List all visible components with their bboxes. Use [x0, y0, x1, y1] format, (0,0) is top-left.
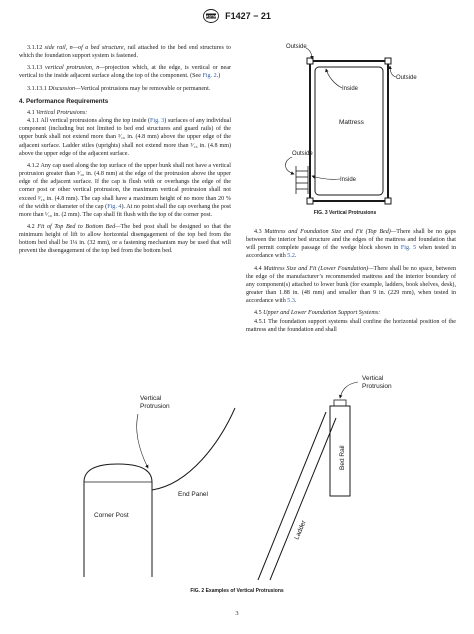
figure-2-diagram: [40, 372, 430, 582]
figure-3-caption: FIG. 3 Vertical Protrusions: [313, 210, 377, 216]
left-column: [19, 44, 231, 256]
standard-designation: F1427 − 21: [225, 11, 271, 21]
fig2-label-end-panel: End Panel: [178, 491, 208, 498]
fig-5-link[interactable]: Fig. 5: [400, 245, 417, 252]
fig2-label-vp-left: Vertical Protrusion: [140, 395, 170, 410]
svg-text:ASTM: ASTM: [206, 14, 217, 19]
section-5-2-link[interactable]: 5.2: [287, 253, 295, 260]
fig2-label-corner-post: Corner Post: [94, 512, 129, 519]
paragraph-4-1-1: 4.1.1 All vertical protrusions along the top inside (Fig. 3) surfaces of any individual component (including but not limited to bed end structures and guard rails) of the upper bunk shall not extend more than ³⁄₁₆ in. (4.8 mm) above the upper edge of the adjacent surface. Ladder stiles (uprights) shall not extend more than ³⁄₁₆ in. (4.8 mm) above the upper edge of the adjacent surface.: [19, 118, 232, 157]
paragraph-3-1-13: 3.1.13 vertical protrusion, n—projection which, at the edge, is vertical or near vertical to the inside adjacent surface along the top of the component. (See Fig. 2.): [19, 65, 231, 80]
paragraph-4-1-2: 4.1.2 Any cap used along the top surface of the upper bunk shall not have a vertical protrusion greater than ³⁄₁₆ in. (4.8 mm) at the edge of the protrusion above the upper edge of the adjacent surface. If the cap is flush with or overhangs the edge of the corner post or other vertical protrusion, the maximum vertical protrusion shall not exceed ³⁄₁₆ in. (4.8 mm). The cap shall have a maximum height of no more than 20 % of the width or diameter of the cap (Fig. 4). At no point shall the cap overhang the post more than ¹⁄₁₆ in. (2 mm). The cap shall fit flush with the top of the corner post.: [19, 162, 231, 218]
fig3-label-outside-right: Outside: [396, 75, 417, 81]
end-panel-shape: [152, 408, 235, 490]
paragraph-4-5-1: 4.5.1 The foundation support systems shall confine the horizontal position of the mattress and the foundation and shall: [246, 318, 457, 333]
paragraph-4-1: 4.1 Vertical Protrusions:: [27, 109, 88, 116]
fig3-label-inside-top: Inside: [342, 86, 359, 92]
fig-4-link[interactable]: Fig. 4: [107, 203, 122, 210]
right-column: [246, 228, 456, 334]
corner-post-shape: [84, 464, 152, 577]
fig3-label-outside-left: Outside: [292, 151, 313, 157]
fig-2-link[interactable]: Fig. 2: [202, 73, 217, 80]
paragraph-3-1-13-1: 3.1.13.1 Discussion—Vertical protrusions may be removable or permanent.: [27, 85, 211, 92]
ladder-shape: [296, 166, 308, 194]
fig2-label-bed-rail: Bed Rail: [339, 445, 346, 470]
page-number: 3: [235, 610, 239, 617]
paragraph-4-3: 4.3 Mattress and Foundation Size and Fit (Top Bed)—There shall be no gaps between the interior bed structure and the edges of the mattress and foundation that will permit complete passage of the wedge block shown in Fig. 5 when tested in accordance with 5.2.: [246, 229, 456, 260]
fig-3-link[interactable]: Fig. 3: [150, 118, 165, 125]
corner-post: [385, 58, 391, 64]
section-5-3-link[interactable]: 5.3: [287, 298, 295, 305]
page-header: [0, 8, 474, 24]
fig3-label-outside-top: Outside: [286, 44, 307, 50]
corner-post: [307, 198, 313, 204]
figure-2-caption: FIG. 2 Examples of Vertical Protrusions: [190, 588, 284, 594]
fig3-label-mattress: Mattress: [339, 119, 364, 126]
paragraph-4-5: 4.5 Upper and Lower Foundation Support Systems:: [254, 310, 381, 317]
fig3-label-inside-bottom: Inside: [340, 177, 357, 183]
fig2-label-vp-right: Vertical Protrusion: [362, 375, 392, 390]
astm-logo-icon: [203, 9, 219, 23]
ladder-shape: [258, 412, 336, 580]
corner-post: [385, 198, 391, 204]
section-heading: 4. Performance Requirements: [19, 97, 109, 105]
bed-rail-protrusion: [334, 400, 346, 406]
fig2-label-ladder: Ladder: [293, 519, 308, 541]
paragraph-4-2: 4.2 Fit of Top Bed to Bottom Bed—The bed post shall be designed so that the minimum height of lift to allow horizontal disengagement of the top bed from the bottom bed shall be 1¼ in. (32 mm), or a fastening mechanism may be used that will prevent the disengagement of the top bed from the bottom bed.: [19, 223, 231, 255]
figure-3-diagram: [262, 36, 417, 206]
paragraph-4-4: 4.4 Mattress Size and Fit (Lower Foundation)—There shall be no space, between the edge of the manufacturer’s recommended mattress and the interior boundary of any component(s) attached to lower bunk (for example, ladders, book shelves, desk), greater than 1.88 in. (48 mm) and smaller than 9 in. (229 mm), when tested in accordance with 5.3.: [246, 265, 456, 305]
paragraph-3-1-12: 3.1.12 side rail, n—of a bed structure, rail attached to the bed end structures to which the foundation support system is fastened.: [19, 45, 231, 60]
